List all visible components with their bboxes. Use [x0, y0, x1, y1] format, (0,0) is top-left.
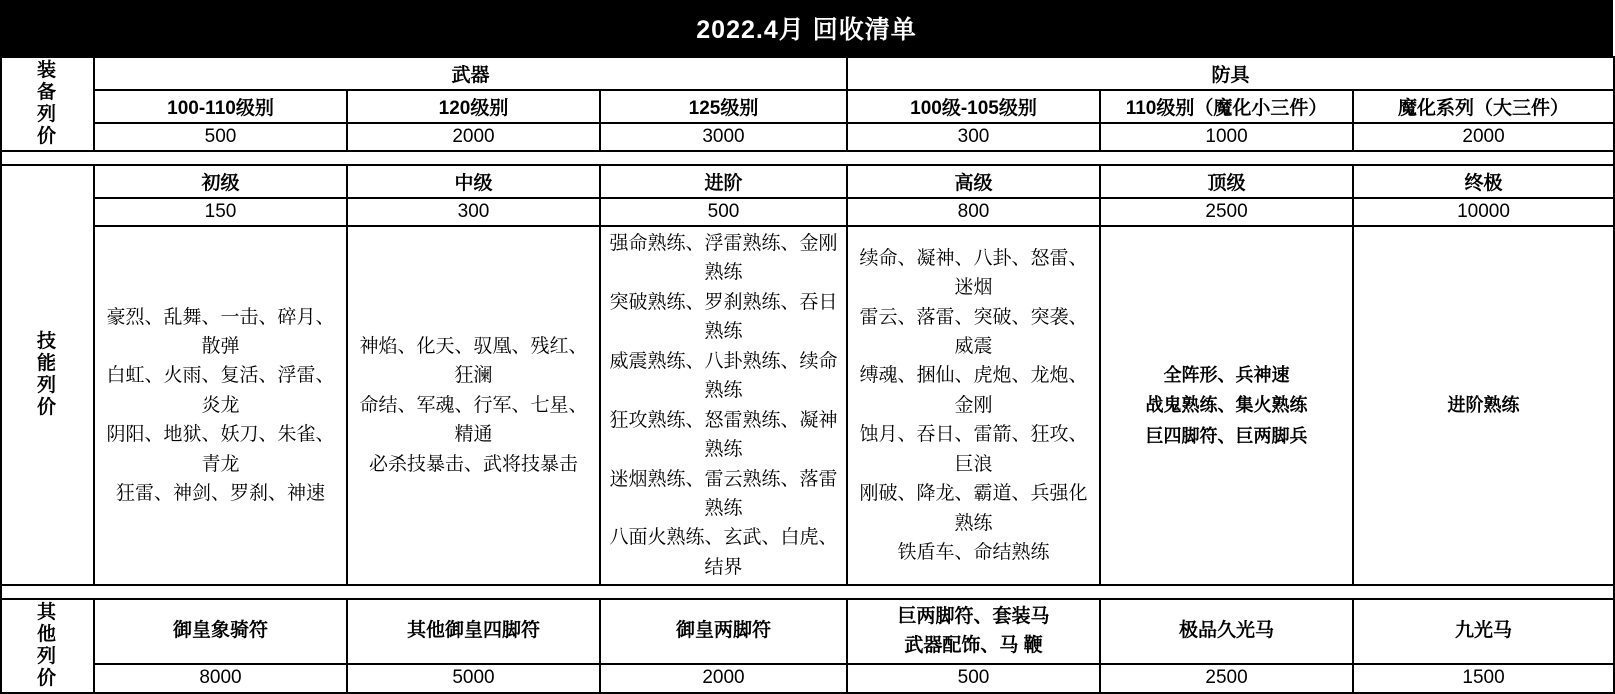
misc-price-2: 2000: [600, 664, 847, 693]
skills-price-row: [1, 198, 1614, 226]
section-divider-2: [1, 585, 1614, 599]
equipment-col-4: 110级别（魔化小三件）: [1100, 90, 1353, 123]
equipment-price-0: 500: [94, 123, 347, 151]
skills-detail-4: 全阵形、兵神速 战鬼熟练、集火熟练 巨四脚符、巨两脚兵: [1100, 226, 1353, 585]
misc-column-row: [1, 599, 1614, 664]
row-label-equipment: 装 备 列 价: [1, 57, 94, 151]
skills-detail-3: 续命、凝神、八卦、怒雷、迷烟 雷云、落雷、突破、突袭、威震 缚魂、捆仙、虎炮、龙炮、金刚 蚀月、吞日、雷箭、狂攻、巨浪 刚破、降龙、霸道、兵强化熟练 铁盾车、命结熟练: [847, 226, 1100, 585]
skills-detail-2: 强命熟练、浮雷熟练、金刚熟练 突破熟练、罗刹熟练、吞日熟练 威震熟练、八卦熟练、续命熟练 狂攻熟练、怒雷熟练、凝神熟练 迷烟熟练、雷云熟练、落雷熟练 八面火熟练、玄武、白虎、结界: [600, 226, 847, 585]
category-weapons: 武器: [94, 57, 847, 90]
skills-detail-5: 进阶熟练: [1353, 226, 1614, 585]
page-title: 2022.4月 回收清单: [0, 0, 1613, 56]
skills-price-3: 800: [847, 198, 1100, 226]
equipment-price-5: 2000: [1353, 123, 1614, 151]
skills-col-4: 顶级: [1100, 165, 1353, 198]
row-label-skills: 技 能 列 价: [1, 165, 94, 585]
skills-col-1: 中级: [347, 165, 600, 198]
equipment-col-5: 魔化系列（大三件）: [1353, 90, 1614, 123]
misc-col-0: 御皇象骑符: [94, 599, 347, 664]
misc-price-0: 8000: [94, 664, 347, 693]
equipment-price-4: 1000: [1100, 123, 1353, 151]
equipment-col-2: 125级别: [600, 90, 847, 123]
misc-price-3: 500: [847, 664, 1100, 693]
skills-detail-0: 豪烈、乱舞、一击、碎月、散弹 白虹、火雨、复活、浮雷、炎龙 阴阳、地狱、妖刀、朱雀、青龙 狂雷、神剑、罗刹、神速: [94, 226, 347, 585]
skills-col-5: 终极: [1353, 165, 1614, 198]
equipment-col-3: 100级-105级别: [847, 90, 1100, 123]
equipment-price-3: 300: [847, 123, 1100, 151]
skills-price-1: 300: [347, 198, 600, 226]
misc-col-1: 其他御皇四脚符: [347, 599, 600, 664]
misc-price-4: 2500: [1100, 664, 1353, 693]
equipment-price-2: 3000: [600, 123, 847, 151]
equipment-price-1: 2000: [347, 123, 600, 151]
skills-column-row: [1, 165, 1614, 198]
price-table: [0, 56, 1615, 694]
misc-col-2: 御皇两脚符: [600, 599, 847, 664]
equipment-col-0: 100-110级别: [94, 90, 347, 123]
misc-price-row: [1, 664, 1614, 693]
equipment-category-row: [1, 57, 1614, 90]
misc-col-5: 九光马: [1353, 599, 1614, 664]
equipment-col-1: 120级别: [347, 90, 600, 123]
misc-col-3: 巨两脚符、套装马 武器配饰、马 鞭: [847, 599, 1100, 664]
equipment-column-row: [1, 90, 1614, 123]
misc-col-4: 极品久光马: [1100, 599, 1353, 664]
category-armor: 防具: [847, 57, 1614, 90]
row-label-misc: 其 他 列 价: [1, 599, 94, 692]
section-divider-1: [1, 151, 1614, 165]
skills-detail-row: [1, 226, 1614, 585]
skills-price-0: 150: [94, 198, 347, 226]
skills-detail-1: 神焰、化天、驭凰、残红、狂澜 命结、军魂、行军、七星、精通 必杀技暴击、武将技暴击: [347, 226, 600, 585]
skills-col-2: 进阶: [600, 165, 847, 198]
skills-price-5: 10000: [1353, 198, 1614, 226]
skills-col-0: 初级: [94, 165, 347, 198]
skills-col-3: 高级: [847, 165, 1100, 198]
misc-price-1: 5000: [347, 664, 600, 693]
skills-price-2: 500: [600, 198, 847, 226]
equipment-price-row: [1, 123, 1614, 151]
skills-price-4: 2500: [1100, 198, 1353, 226]
misc-price-5: 1500: [1353, 664, 1614, 693]
